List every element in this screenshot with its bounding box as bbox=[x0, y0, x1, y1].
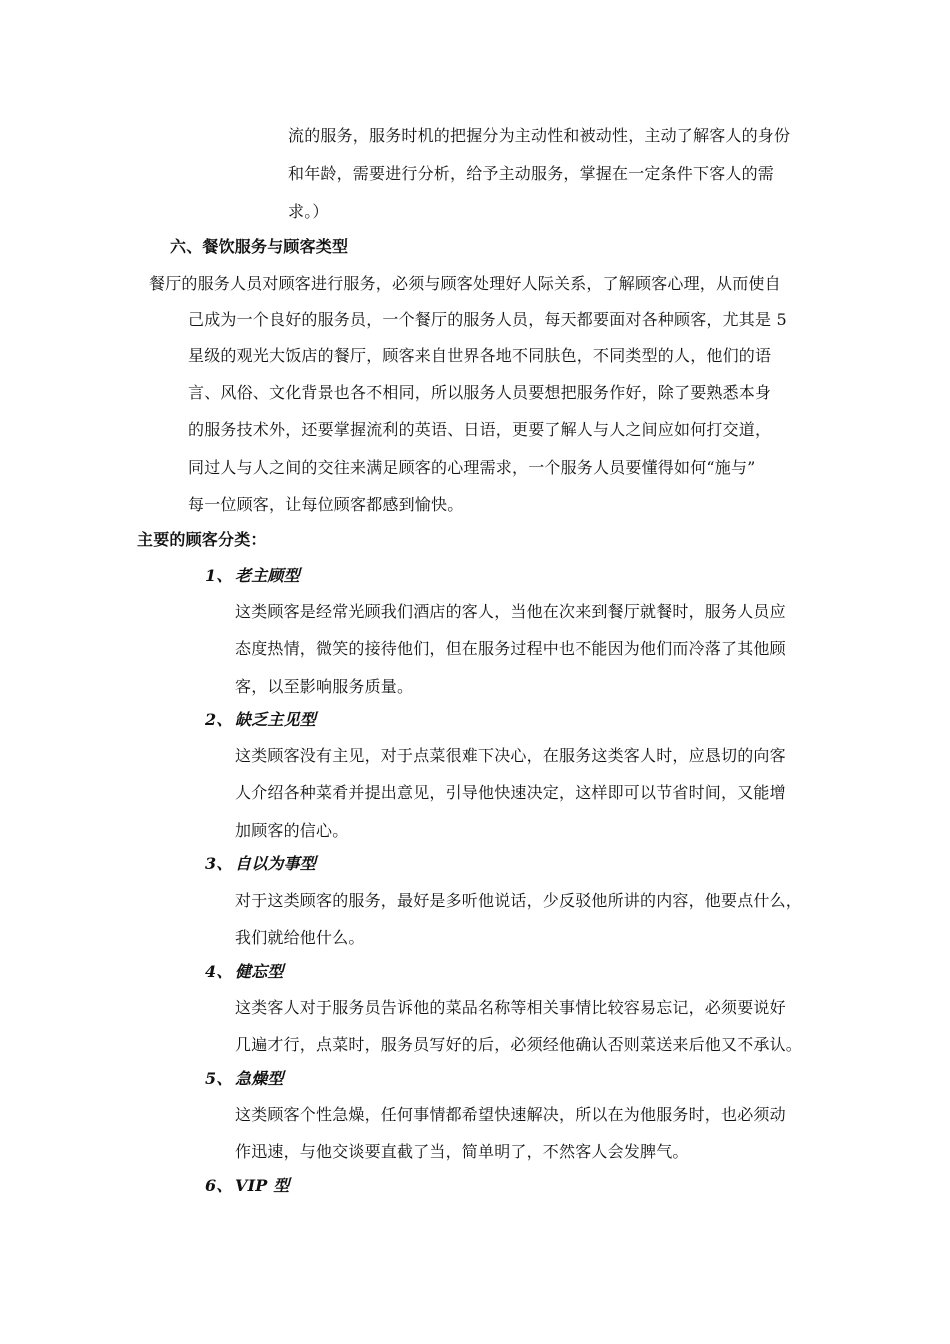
text-line: 同过人与人之间的交往来满足顾客的心理需求，一个服务人员要懂得如何“施与” bbox=[188, 458, 756, 477]
type-number: 2、 bbox=[205, 710, 233, 729]
text-line: 这类顾客个性急燥，任何事情都希望快速解决，所以在为他服务时，也必须动 bbox=[235, 1105, 786, 1124]
text-line: 人介绍各种菜肴并提出意见，引导他快速决定，这样即可以节省时间，又能增 bbox=[235, 783, 786, 802]
type-number: 4、 bbox=[205, 962, 233, 981]
type-title: 自以为事型 bbox=[235, 854, 317, 873]
type-title: 健忘型 bbox=[235, 962, 284, 981]
text-line: 加顾客的信心。 bbox=[235, 821, 349, 840]
text-line: 对于这类顾客的服务，最好是多听他说话，少反驳他所讲的内容，他要点什么， bbox=[235, 891, 803, 910]
text-line: 作迅速，与他交谈要直截了当，简单明了，不然客人会发脾气。 bbox=[235, 1142, 689, 1161]
type-title: VIP 型 bbox=[235, 1176, 290, 1195]
text-line: 星级的观光大饭店的餐厅，顾客来自世界各地不同肤色，不同类型的人，他们的语 bbox=[188, 346, 772, 365]
text-line: 流的服务，服务时机的把握分为主动性和被动性，主动了解客人的身份 bbox=[288, 126, 791, 145]
text-line: 态度热情，微笑的接待他们，但在服务过程中也不能因为他们而冷落了其他顾 bbox=[235, 639, 786, 658]
text-line: 求。） bbox=[288, 202, 329, 221]
section-heading: 六、餐饮服务与顾客类型 bbox=[170, 237, 349, 256]
text-line: 餐厅的服务人员对顾客进行服务，必须与顾客处理好人际关系，了解顾客心理，从而使自 bbox=[149, 274, 781, 293]
type-number: 6、 bbox=[205, 1176, 233, 1195]
text-line: 我们就给他什么。 bbox=[235, 928, 365, 947]
text-line: 客，以至影响服务质量。 bbox=[235, 677, 414, 696]
text-line: 几遍才行，点菜时，服务员写好的后，必须经他确认否则菜送来后他又不承认。 bbox=[235, 1035, 803, 1054]
classification-heading: 主要的顾客分类： bbox=[137, 530, 267, 549]
text-line: 己成为一个良好的服务员，一个餐厅的服务人员，每天都要面对各种顾客，尤其是 5 bbox=[188, 310, 787, 329]
text-line: 言、风俗、文化背景也各不相同，所以服务人员要想把服务作好，除了要熟悉本身 bbox=[188, 383, 772, 402]
text-line: 的服务技术外，还要掌握流利的英语、日语，更要了解人与人之间应如何打交道， bbox=[188, 420, 772, 439]
type-number: 1、 bbox=[205, 566, 233, 585]
type-title: 老主顾型 bbox=[235, 566, 300, 585]
type-number: 5、 bbox=[205, 1069, 233, 1088]
type-title: 急燥型 bbox=[235, 1069, 284, 1088]
text-line: 这类顾客没有主见，对于点菜很难下决心，在服务这类客人时，应恳切的向客 bbox=[235, 746, 786, 765]
text-line: 每一位顾客，让每位顾客都感到愉快。 bbox=[188, 495, 464, 514]
type-number: 3、 bbox=[205, 854, 233, 873]
text-line: 这类客人对于服务员告诉他的菜品名称等相关事情比较容易忘记，必须要说好 bbox=[235, 998, 786, 1017]
text-line: 这类顾客是经常光顾我们酒店的客人，当他在次来到餐厅就餐时，服务人员应 bbox=[235, 602, 786, 621]
type-title: 缺乏主见型 bbox=[235, 710, 317, 729]
text-line: 和年龄，需要进行分析，给予主动服务，掌握在一定条件下客人的需 bbox=[288, 164, 775, 183]
